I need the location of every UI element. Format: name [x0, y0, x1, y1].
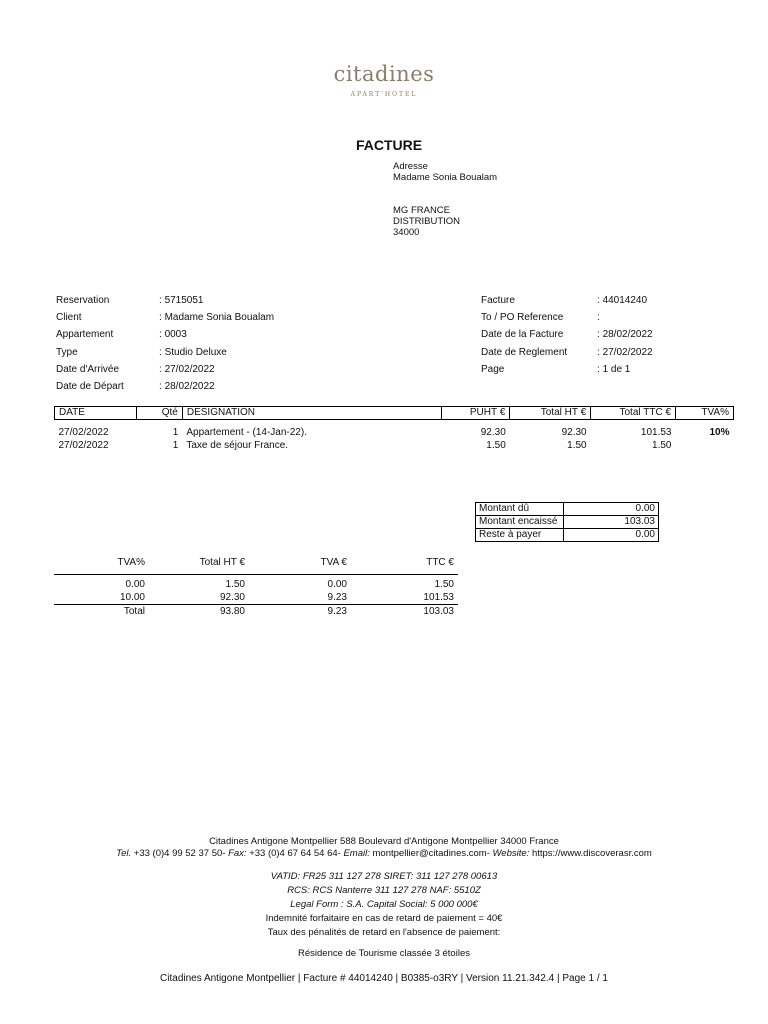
- tva-col-header-tva: TVA €: [320, 557, 347, 568]
- footer-website-label: Website:: [492, 848, 530, 859]
- meta-value-arrival: 27/02/2022: [164, 364, 215, 375]
- meta-label: Date de Reglement: [481, 347, 568, 358]
- meta-row-client: [56, 312, 82, 329]
- summary-value: 0.00: [563, 529, 658, 542]
- table-row: [55, 426, 734, 439]
- cell-qty: 1: [172, 427, 179, 438]
- cell-total-ht: 92.30: [561, 427, 587, 438]
- summary-row-amount-paid: [476, 516, 659, 529]
- col-header-total-ht: Total HT €: [510, 407, 591, 420]
- col-header-total-ttc: Total TTC €: [591, 407, 676, 420]
- footer-late-penalty: Taux des pénalités de retard en l'absence de paiement:: [267, 927, 501, 938]
- meta-colon: :: [159, 364, 162, 375]
- footer-tel: +33 (0)4 99 52 37 50-: [133, 848, 226, 859]
- meta-value-payment-date: 27/02/2022: [602, 347, 653, 358]
- footer-rcs: RCS: RCS Nanterre 311 127 278 NAF: 5510Z: [287, 885, 481, 896]
- document-title: FACTURE: [356, 137, 423, 153]
- footer-fax: +33 (0)4 67 64 54 64-: [249, 848, 341, 859]
- cell-date: 27/02/2022: [58, 427, 109, 438]
- summary-label: Montant encaissé: [476, 516, 564, 529]
- address-name: Madame Sonia Boualam: [393, 172, 498, 183]
- address-postal-code: 34000: [393, 227, 420, 238]
- table-header-row: [55, 407, 734, 420]
- meta-row-departure: [56, 381, 124, 398]
- tva-total-label: Total: [54, 605, 149, 619]
- cell-designation: Taxe de séjour France.: [186, 440, 289, 451]
- footer-tel-label: Tel.: [116, 848, 132, 859]
- address-company-line2: DISTRIBUTION: [393, 216, 461, 227]
- meta-label: Page: [481, 364, 505, 375]
- payment-summary: [475, 502, 659, 542]
- meta-row-type: [56, 347, 78, 364]
- meta-value-appartement: 0003: [164, 329, 187, 340]
- meta-value-type: Studio Deluxe: [164, 347, 227, 358]
- col-header-qty: Qté: [136, 407, 182, 420]
- meta-colon: :: [597, 364, 600, 375]
- cell-total-ht: 1.50: [567, 440, 587, 451]
- footer-website: https://www.discoverasr.com: [531, 848, 652, 859]
- summary-value: 0.00: [563, 503, 658, 516]
- meta-label: Reservation: [56, 295, 110, 306]
- meta-value-reservation: 5715051: [164, 295, 204, 306]
- meta-value-invoice-date: 28/02/2022: [602, 329, 653, 340]
- meta-label: Appartement: [56, 329, 114, 340]
- meta-label: Facture: [481, 295, 515, 306]
- meta-label: Date d'Arrivée: [56, 364, 120, 375]
- meta-colon: :: [597, 295, 600, 306]
- cell-puht: 92.30: [480, 427, 506, 438]
- tva-col-header-rate: TVA%: [117, 557, 145, 568]
- invoice-details: [481, 295, 731, 390]
- cell-puht: 1.50: [486, 440, 506, 451]
- footer-fax-label: Fax:: [228, 848, 247, 859]
- col-header-tva: TVA%: [676, 407, 734, 420]
- summary-row-balance: [476, 529, 659, 542]
- invoice-lines-table: [54, 406, 734, 452]
- footer-legal-form: Legal Form : S.A. Capital Social: 5 000 000€: [290, 899, 478, 910]
- meta-colon: :: [159, 295, 162, 306]
- col-header-puht: PUHT €: [442, 407, 510, 420]
- cell-tva: 10%: [709, 427, 730, 438]
- tva-cell: 1.50: [351, 575, 458, 592]
- brand-logo-subtitle: APART'HOTEL: [350, 91, 418, 98]
- meta-colon: :: [159, 347, 162, 358]
- meta-label: Date de Départ: [56, 381, 124, 392]
- footer-address: Citadines Antigone Montpellier 588 Boulevard d'Antigone Montpellier 34000 France: [209, 836, 559, 847]
- table-row: [54, 575, 458, 592]
- cell-total-ttc: 101.53: [640, 427, 672, 438]
- meta-colon: :: [597, 347, 600, 358]
- brand-logo: citadines: [333, 62, 435, 86]
- address-block: [393, 161, 497, 238]
- cell-date: 27/02/2022: [58, 440, 109, 451]
- footer-email-label: Email:: [343, 848, 370, 859]
- meta-value-departure: 28/02/2022: [164, 381, 215, 392]
- meta-colon: :: [597, 312, 600, 323]
- table-row: [54, 591, 458, 605]
- meta-label: Date de la Facture: [481, 329, 564, 340]
- tva-cell: 101.53: [423, 592, 454, 603]
- footer-indemnity: Indemnité forfaitaire en cas de retard de paiement = 40€: [265, 913, 503, 924]
- tva-total-tva: 9.23: [249, 605, 351, 619]
- meta-row-arrival: [56, 364, 119, 381]
- footer-email: montpellier@citadines.com-: [372, 848, 490, 859]
- footer-invoice-reference: Citadines Antigone Montpellier | Facture # 44014240 | B0385-o3RY | Version 11.21.342.4 | Page 1 / 1: [160, 973, 608, 984]
- meta-label: Client: [56, 312, 82, 323]
- tva-header-row: [54, 556, 458, 575]
- reservation-details: [56, 295, 396, 405]
- cell-designation: Appartement - (14-Jan-22).: [186, 427, 307, 438]
- meta-colon: :: [159, 329, 162, 340]
- meta-label: Type: [56, 347, 78, 358]
- tva-cell: 10.00: [119, 592, 145, 603]
- meta-value-client: Madame Sonia Boualam: [164, 312, 275, 323]
- tva-total-ttc: 103.03: [351, 605, 458, 619]
- footer-contact: [0, 848, 768, 859]
- meta-row-appartement: [56, 329, 113, 346]
- col-header-designation: DESIGNATION: [182, 407, 442, 420]
- tva-total-ht: 93.80: [149, 605, 249, 619]
- tva-cell: 9.23: [327, 592, 347, 603]
- tva-col-header-ttc: TTC €: [426, 557, 454, 568]
- footer-residence-rating: Résidence de Tourisme classée 3 étoiles: [298, 948, 470, 959]
- summary-value: 103.03: [563, 516, 658, 529]
- table-row: [55, 439, 734, 452]
- address-company-line1: MG FRANCE: [393, 205, 450, 216]
- summary-row-amount-due: [476, 503, 659, 516]
- tva-total-row: [54, 605, 458, 619]
- meta-value-page: 1 de 1: [602, 364, 631, 375]
- tva-cell: 0.00: [249, 575, 351, 592]
- meta-colon: :: [597, 329, 600, 340]
- summary-label: Reste à payer: [476, 529, 564, 542]
- tva-breakdown-table: [54, 556, 458, 618]
- tva-cell: 1.50: [149, 575, 249, 592]
- cell-qty: 1: [172, 440, 179, 451]
- tva-cell: 92.30: [219, 592, 245, 603]
- cell-total-ttc: 1.50: [652, 440, 672, 451]
- col-header-date: DATE: [55, 407, 137, 420]
- meta-colon: :: [159, 381, 162, 392]
- footer-vat: VATID: FR25 311 127 278 SIRET: 311 127 278 00613: [270, 871, 498, 882]
- meta-row-reservation: [56, 295, 109, 312]
- tva-cell: 0.00: [54, 575, 149, 592]
- summary-label: Montant dû: [476, 503, 564, 516]
- cell-tva: [676, 439, 734, 452]
- meta-colon: :: [159, 312, 162, 323]
- meta-label: To / PO Reference: [481, 312, 564, 323]
- tva-col-header-total-ht: Total HT €: [199, 557, 245, 568]
- address-label: Adresse: [393, 161, 428, 172]
- meta-value-invoice-number: 44014240: [602, 295, 648, 306]
